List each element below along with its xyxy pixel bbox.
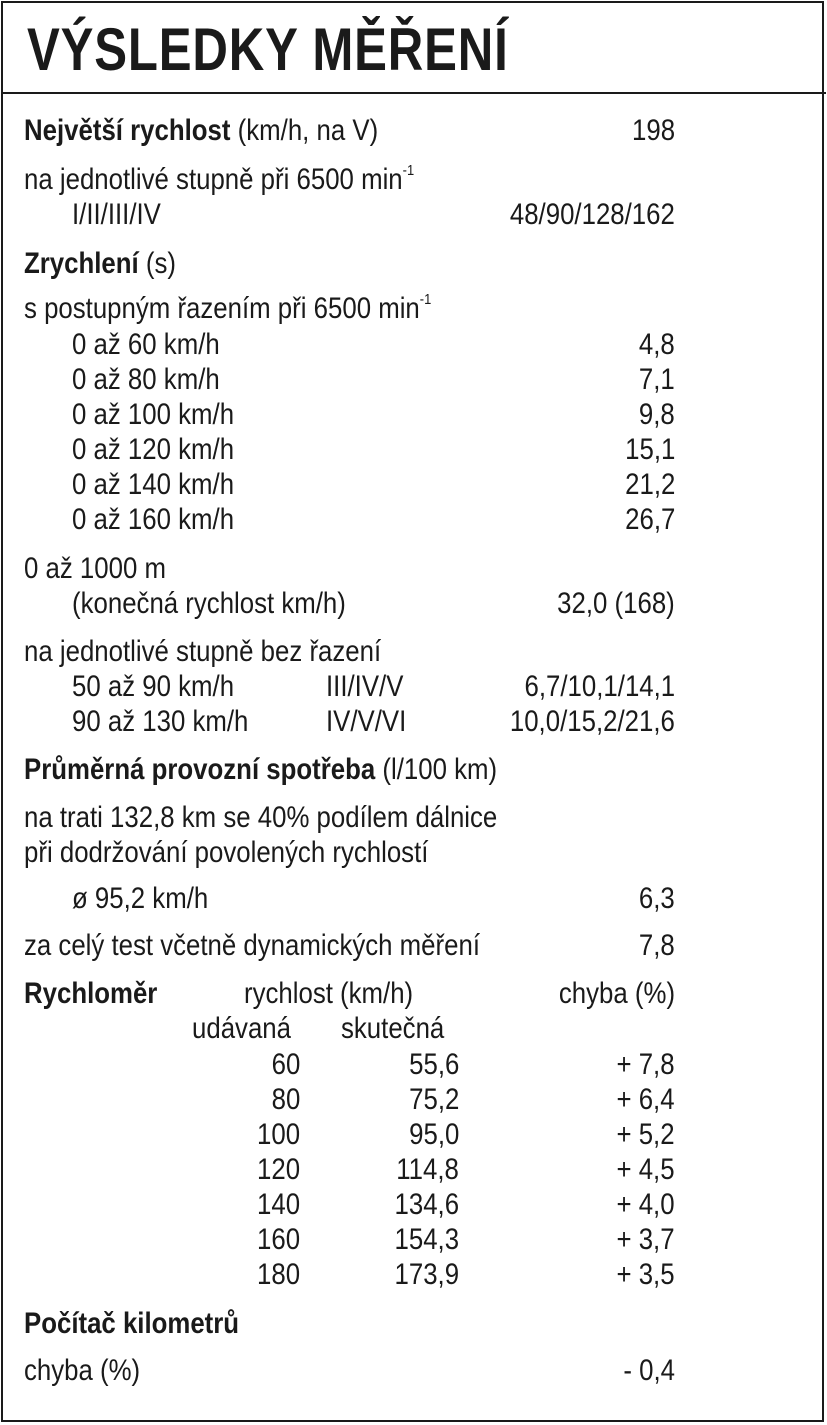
nogear-range: 50 až 90 km/h bbox=[72, 670, 235, 703]
nogear-values: 6,7/10,1/14,1 bbox=[524, 670, 675, 703]
top-speed-heading bbox=[24, 114, 378, 148]
odometer-label: Počítač kilometrů bbox=[24, 1307, 240, 1340]
title-divider bbox=[3, 92, 826, 94]
consumption-total-label: za celý test včetně dynamických měření bbox=[24, 929, 480, 962]
speedometer-actual: 154,3 bbox=[394, 1223, 459, 1256]
speedometer-error: + 3,5 bbox=[616, 1258, 675, 1291]
consumption-label: Průměrná provozní spotřeba bbox=[24, 753, 376, 786]
odometer-error-label: chyba (%) bbox=[24, 1354, 141, 1387]
speedometer-indicated: 80 bbox=[271, 1083, 300, 1116]
acceleration-value: 9,8 bbox=[639, 398, 675, 431]
top-speed-gears-exponent: -1 bbox=[402, 162, 415, 179]
acceleration-unit: (s) bbox=[145, 247, 176, 280]
acceleration-range: 0 až 160 km/h bbox=[72, 503, 235, 536]
speedometer-indicated-header: udávaná bbox=[192, 1012, 291, 1045]
speedometer-error: + 4,5 bbox=[616, 1153, 675, 1186]
top-speed-gears-values: 48/90/128/162 bbox=[510, 198, 675, 231]
top-speed-gears: I/II/III/IV bbox=[72, 198, 161, 231]
acceleration-range: 0 až 140 km/h bbox=[72, 468, 235, 501]
acceleration-range: 0 až 100 km/h bbox=[72, 398, 235, 431]
top-speed-label: Největší rychlost bbox=[24, 114, 231, 147]
speedometer-speed-header: rychlost (km/h) bbox=[244, 977, 414, 1010]
acceleration-range: 0 až 80 km/h bbox=[72, 363, 220, 396]
speedometer-error: + 6,4 bbox=[616, 1083, 675, 1116]
page-title: VÝSLEDKY MĚŘENÍ bbox=[27, 16, 509, 83]
top-speed-gears-line bbox=[24, 163, 414, 197]
acceleration-shift-exponent: -1 bbox=[419, 291, 432, 308]
speedometer-actual: 134,6 bbox=[394, 1188, 459, 1221]
speedometer-indicated: 160 bbox=[256, 1223, 300, 1256]
nogear-range: 90 až 130 km/h bbox=[72, 705, 249, 738]
consumption-route-line: na trati 132,8 km se 40% podílem dálnice bbox=[24, 801, 498, 834]
speedometer-error: + 4,0 bbox=[616, 1188, 675, 1221]
consumption-avg-label: ø 95,2 km/h bbox=[72, 882, 209, 915]
speedometer-actual: 55,6 bbox=[408, 1048, 459, 1081]
km-value: 32,0 (168) bbox=[557, 587, 675, 620]
consumption-avg-value: 6,3 bbox=[639, 882, 675, 915]
nogear-line: na jednotlivé stupně bez řazení bbox=[24, 635, 382, 668]
speedometer-error-header: chyba (%) bbox=[558, 977, 675, 1010]
speedometer-label: Rychloměr bbox=[24, 977, 158, 1010]
acceleration-range: 0 až 60 km/h bbox=[72, 328, 220, 361]
speedometer-indicated: 140 bbox=[256, 1188, 300, 1221]
speedometer-actual: 95,0 bbox=[408, 1118, 459, 1151]
odometer-error-value: - 0,4 bbox=[623, 1354, 675, 1387]
speedometer-actual: 114,8 bbox=[396, 1153, 459, 1186]
acceleration-shift-text: s postupným řazením při 6500 min bbox=[24, 292, 420, 325]
consumption-heading bbox=[24, 753, 497, 787]
speedometer-error: + 5,2 bbox=[616, 1118, 675, 1151]
km-line: 0 až 1000 m bbox=[24, 552, 166, 585]
consumption-unit: (l/100 km) bbox=[382, 753, 498, 786]
consumption-route-line: při dodržování povolených rychlostí bbox=[24, 836, 429, 869]
acceleration-value: 21,2 bbox=[624, 468, 675, 501]
acceleration-range: 0 až 120 km/h bbox=[72, 433, 235, 466]
km-sub: (konečná rychlost km/h) bbox=[72, 587, 346, 620]
acceleration-heading bbox=[24, 247, 176, 281]
speedometer-actual: 75,2 bbox=[408, 1083, 459, 1116]
speedometer-error: + 7,8 bbox=[616, 1048, 675, 1081]
speedometer-indicated: 120 bbox=[256, 1153, 300, 1186]
top-speed-value: 198 bbox=[631, 114, 675, 147]
speedometer-indicated: 180 bbox=[256, 1258, 300, 1291]
acceleration-shift-line bbox=[24, 292, 431, 326]
nogear-gears: III/IV/V bbox=[326, 670, 404, 703]
top-speed-gears-text: na jednotlivé stupně při 6500 min bbox=[24, 163, 403, 196]
speedometer-error: + 3,7 bbox=[616, 1223, 675, 1256]
consumption-total-value: 7,8 bbox=[639, 929, 675, 962]
speedometer-indicated: 100 bbox=[256, 1118, 300, 1151]
nogear-gears: IV/V/VI bbox=[326, 705, 407, 738]
acceleration-value: 7,1 bbox=[639, 363, 675, 396]
speedometer-actual-header: skutečná bbox=[341, 1012, 445, 1045]
acceleration-value: 4,8 bbox=[639, 328, 675, 361]
acceleration-value: 26,7 bbox=[624, 503, 675, 536]
top-speed-unit: (km/h, na V) bbox=[237, 114, 379, 147]
speedometer-actual: 173,9 bbox=[394, 1258, 459, 1291]
speedometer-indicated: 60 bbox=[271, 1048, 300, 1081]
acceleration-label: Zrychlení bbox=[24, 247, 139, 280]
nogear-values: 10,0/15,2/21,6 bbox=[510, 705, 675, 738]
acceleration-value: 15,1 bbox=[624, 433, 675, 466]
